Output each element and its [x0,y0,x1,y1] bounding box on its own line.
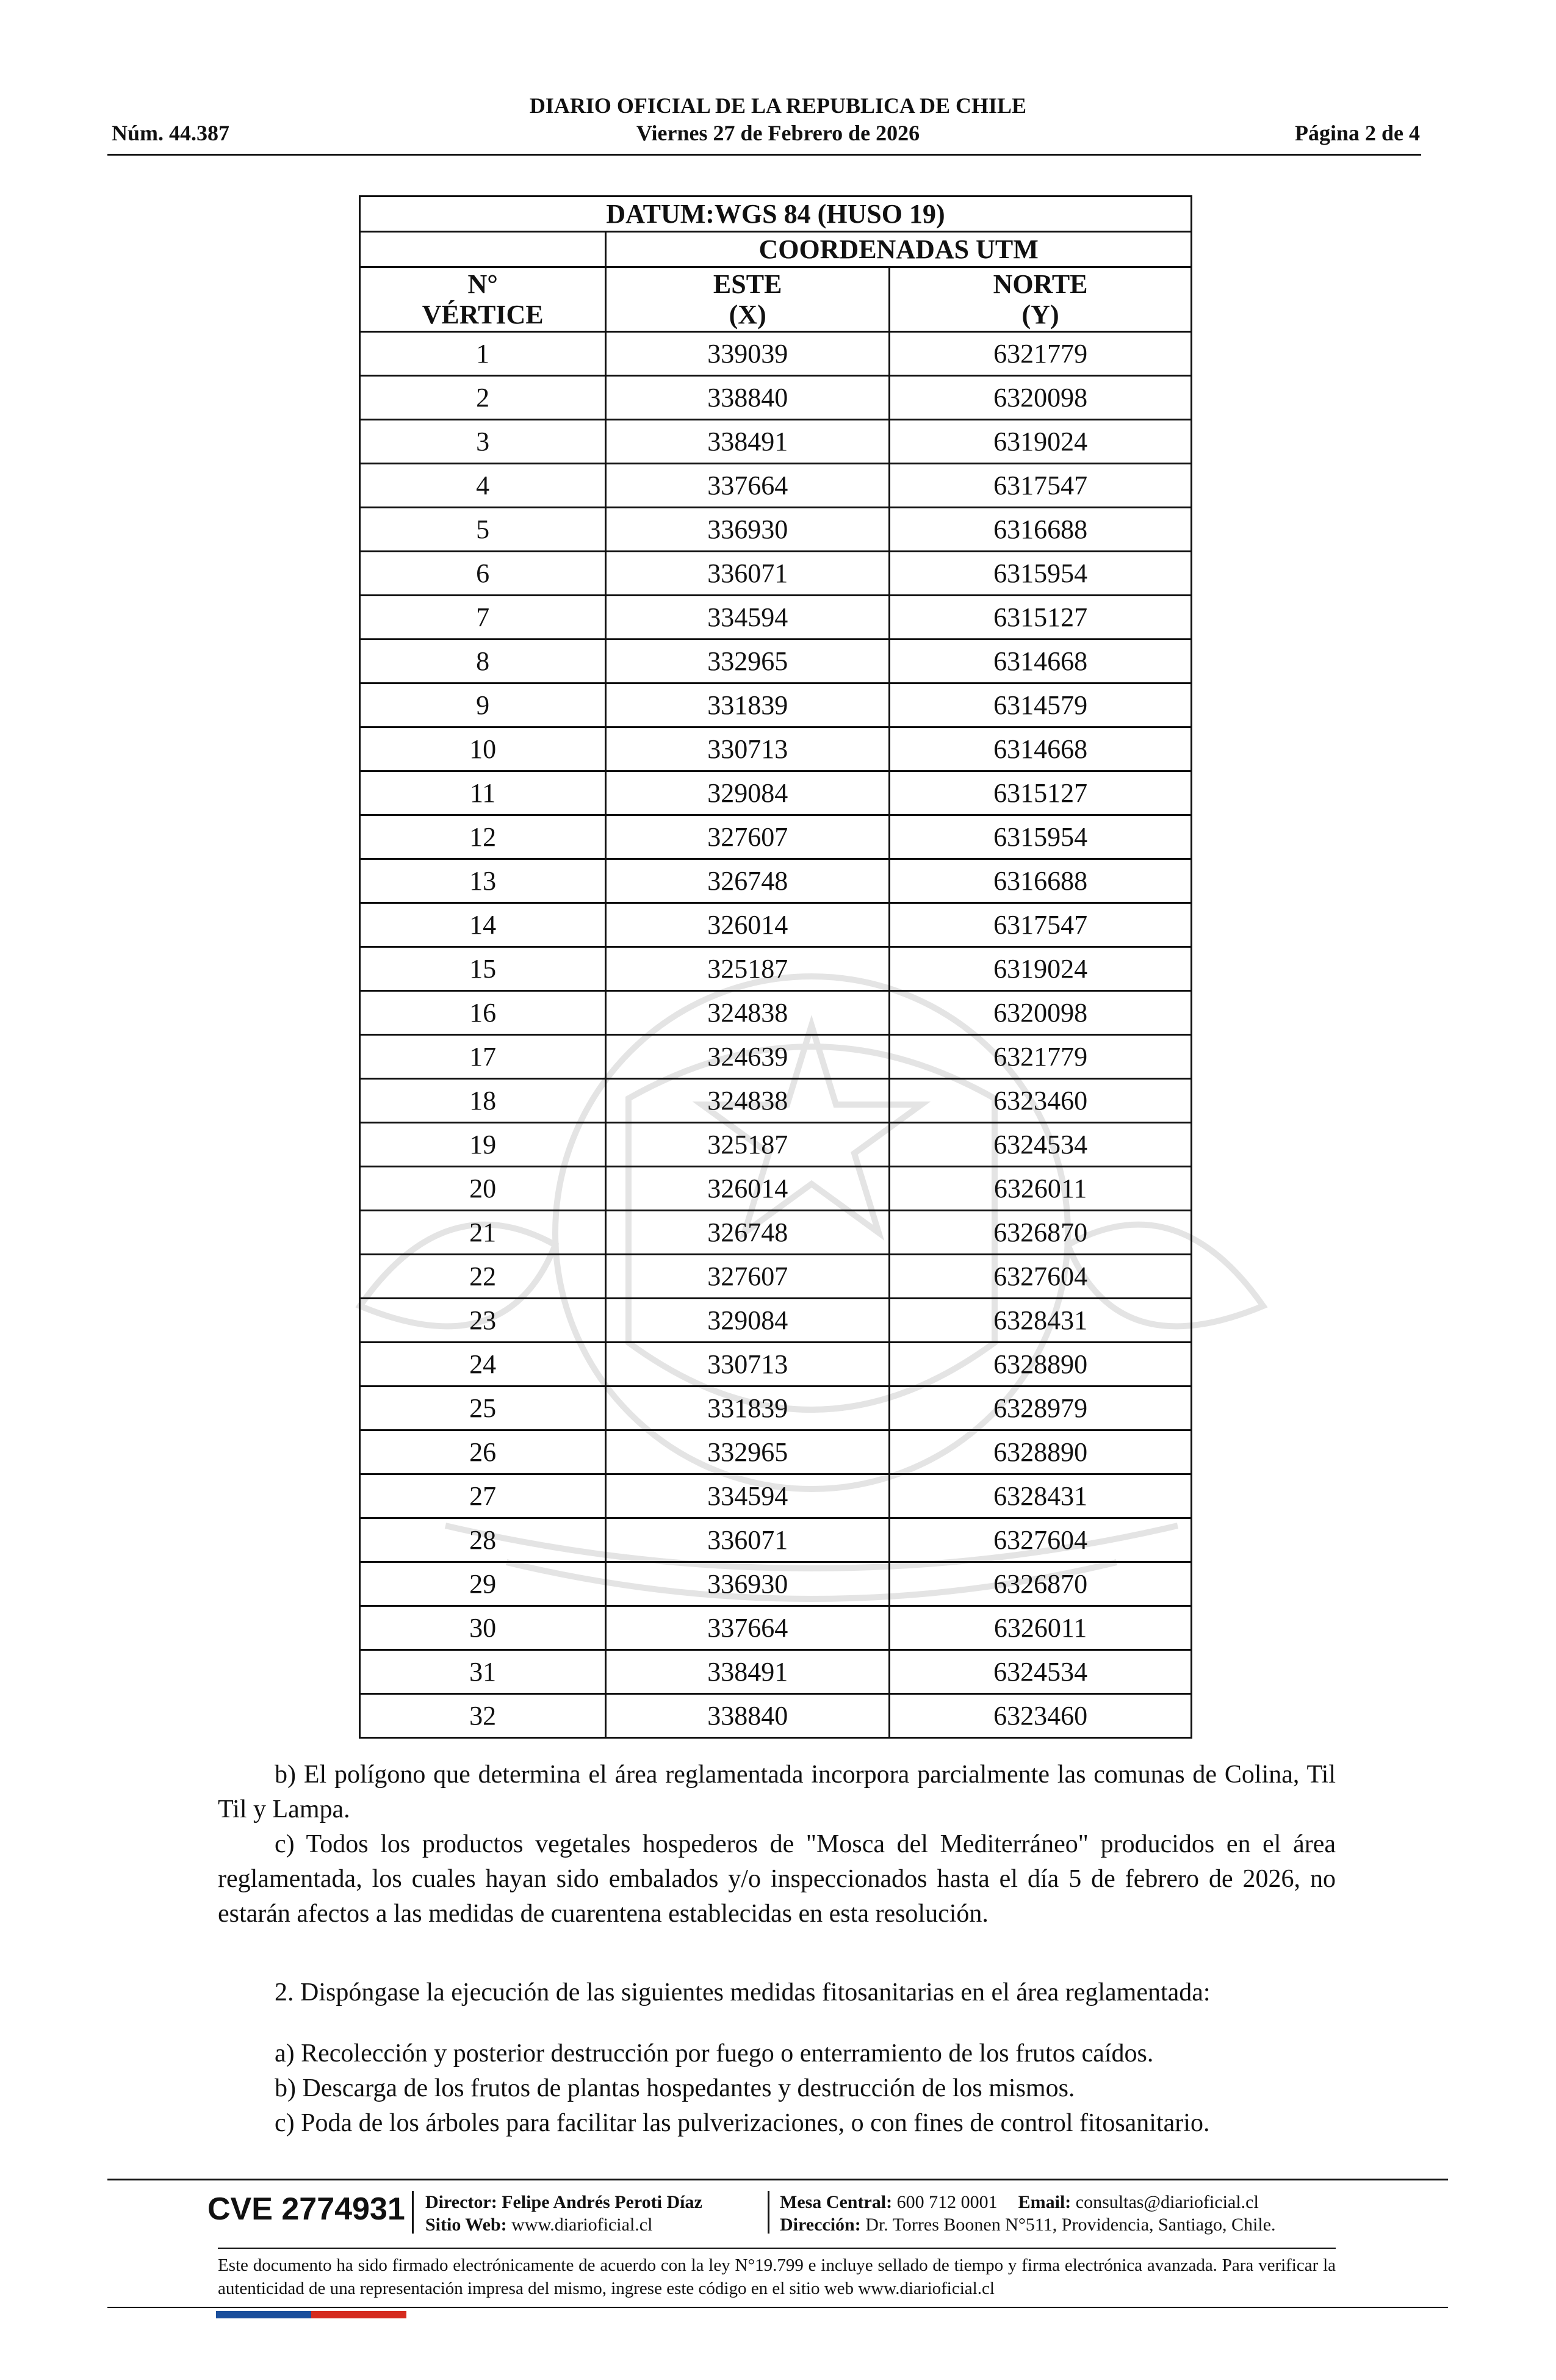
table-row [360,947,1192,991]
director-name: Felipe Andrés Peroti Díaz [502,2192,702,2212]
footer-divider [218,2248,1336,2249]
table-row [360,815,1192,859]
website-label: Sitio Web: [425,2215,507,2235]
email-link[interactable]: consultas@diarioficial.cl [1075,2192,1259,2212]
cell-este: 329084 [606,771,890,815]
cell-vertex: 8 [360,640,606,683]
address-line [780,2213,1276,2236]
cell-este: 332965 [606,640,890,683]
direccion-value: Dr. Torres Boonen N°511, Providencia, Santiago, Chile. [865,2215,1276,2235]
cell-este: 324639 [606,1035,890,1079]
cell-vertex: 30 [360,1606,606,1650]
cell-norte: 6326870 [890,1211,1192,1255]
flag-bar-blue [216,2311,311,2318]
cell-norte: 6326011 [890,1606,1192,1650]
measure-item: c) Poda de los árboles para facilitar las pulverizaciones, o con fines de control fitosanitario. [275,2109,1210,2137]
cell-vertex: 6 [360,552,606,596]
table-row [360,683,1192,727]
measure-item: b) Descarga de los frutos de plantas hospedantes y destrucción de los mismos. [275,2074,1075,2102]
cell-este: 326748 [606,1211,890,1255]
table-row [360,420,1192,464]
cell-norte: 6319024 [890,947,1192,991]
cell-norte: 6328979 [890,1387,1192,1430]
cell-este: 339039 [606,332,890,376]
cell-norte: 6328431 [890,1299,1192,1343]
datum-header: DATUM:WGS 84 (HUSO 19) [360,197,1192,232]
column-header-este-line2: (X) [729,299,766,330]
cell-norte: 6326870 [890,1562,1192,1606]
table-row [360,1694,1192,1738]
cell-vertex: 18 [360,1079,606,1123]
table-row [360,376,1192,420]
column-header-norte-line2: (Y) [1021,299,1059,330]
cell-vertex: 17 [360,1035,606,1079]
email-label: Email: [1018,2192,1072,2212]
cell-este: 337664 [606,1606,890,1650]
table-row [360,771,1192,815]
measures-list [218,2036,1336,2141]
cell-este: 330713 [606,1343,890,1387]
cell-este: 330713 [606,727,890,771]
cell-vertex: 19 [360,1123,606,1167]
table-row [360,464,1192,508]
publication-title: DIARIO OFICIAL DE LA REPUBLICA DE CHILE [529,93,1027,118]
footer-contact-block [780,2191,1276,2236]
cell-vertex: 13 [360,859,606,903]
issue-number: Núm. 44.387 [112,121,230,145]
cell-norte: 6327604 [890,1518,1192,1562]
cell-norte: 6314579 [890,683,1192,727]
cell-vertex: 32 [360,1694,606,1738]
column-header-este [606,267,890,332]
cell-norte: 6317547 [890,464,1192,508]
table-row [360,1562,1192,1606]
cell-norte: 6328431 [890,1474,1192,1518]
cell-vertex: 3 [360,420,606,464]
cell-este: 327607 [606,815,890,859]
table-row [360,552,1192,596]
table-row [360,1123,1192,1167]
flag-bar-red [311,2311,406,2318]
cell-este: 338491 [606,1650,890,1694]
cell-vertex: 7 [360,596,606,640]
table-row [360,1079,1192,1123]
cell-este: 326014 [606,903,890,947]
cell-vertex: 4 [360,464,606,508]
cell-este: 336071 [606,552,890,596]
direccion-label: Dirección: [780,2215,861,2235]
page-indicator: Página 2 de 4 [1294,121,1420,145]
cell-norte: 6323460 [890,1079,1192,1123]
cell-norte: 6315127 [890,596,1192,640]
column-header-norte-line1: NORTE [993,269,1088,300]
column-header-vertex-line2: VÉRTICE [422,299,544,330]
cell-norte: 6323460 [890,1694,1192,1738]
table-row [360,1035,1192,1079]
table-row [360,332,1192,376]
cell-norte: 6328890 [890,1343,1192,1387]
contact-line [780,2191,1276,2213]
cell-norte: 6315127 [890,771,1192,815]
column-header-vertex-line1: N° [467,269,498,300]
table-row [360,596,1192,640]
cell-este: 325187 [606,1123,890,1167]
table-row [360,1606,1192,1650]
cell-vertex: 23 [360,1299,606,1343]
empty-header-cell [360,232,606,267]
utm-coordinates-table [359,195,1192,1739]
cell-vertex: 29 [360,1562,606,1606]
cell-norte: 6320098 [890,376,1192,420]
director-label: Director: [425,2192,497,2212]
footer-separator [768,2191,769,2234]
header-divider [107,154,1421,156]
paragraph-2: 2. Dispóngase la ejecución de las siguientes medidas fitosanitarias en el área reglamentada: [275,1978,1211,2007]
cell-vertex: 5 [360,508,606,552]
cell-norte: 6319024 [890,420,1192,464]
table-row [360,1343,1192,1387]
column-header-este-line1: ESTE [713,269,782,300]
cell-este: 326748 [606,859,890,903]
cell-este: 332965 [606,1430,890,1474]
cell-este: 338840 [606,1694,890,1738]
cell-este: 327607 [606,1255,890,1299]
cell-norte: 6324534 [890,1650,1192,1694]
measure-item: a) Recolección y posterior destrucción por fuego o enterramiento de los frutos caídos. [275,2039,1154,2068]
publication-date: Viernes 27 de Febrero de 2026 [636,121,920,145]
resolution-text-block [218,1758,1336,1931]
cell-este: 334594 [606,596,890,640]
director-line [425,2191,702,2213]
cell-este: 325187 [606,947,890,991]
footer-divider [107,2307,1448,2308]
column-header-vertex [360,267,606,332]
footer-director-block [425,2191,702,2236]
website-line [425,2213,702,2236]
cell-norte: 6314668 [890,640,1192,683]
mesa-label: Mesa Central: [780,2192,893,2212]
measures-intro [218,1975,1336,2010]
cell-este: 329084 [606,1299,890,1343]
cell-vertex: 31 [360,1650,606,1694]
cell-este: 324838 [606,991,890,1035]
footer-separator [412,2191,414,2234]
coords-title-header: COORDENADAS UTM [606,232,1192,267]
table-row [360,903,1192,947]
cell-norte: 6315954 [890,552,1192,596]
table-row [360,1474,1192,1518]
table-row [360,1650,1192,1694]
website-link[interactable]: www.diarioficial.cl [511,2215,653,2235]
table-row [360,1255,1192,1299]
table-row [360,1167,1192,1211]
table-row [360,1518,1192,1562]
cell-vertex: 28 [360,1518,606,1562]
mesa-phone: 600 712 0001 [896,2192,998,2212]
column-header-norte [890,267,1192,332]
cell-este: 324838 [606,1079,890,1123]
table-column-header-row [360,267,1192,332]
cell-vertex: 20 [360,1167,606,1211]
cell-este: 337664 [606,464,890,508]
cell-vertex: 14 [360,903,606,947]
cell-este: 336930 [606,1562,890,1606]
signature-note: Este documento ha sido firmado electrónicamente de acuerdo con la ley N°19.799 e incluye sellado de tiempo y firma electrónica avanzada. Para verificar la autenticidad de una representación impresa del mismo, ingrese este código en el sitio web www.diarioficial.cl [218,2256,1336,2298]
cell-este: 334594 [606,1474,890,1518]
cell-este: 338840 [606,376,890,420]
cell-vertex: 24 [360,1343,606,1387]
cell-vertex: 12 [360,815,606,859]
cell-este: 336930 [606,508,890,552]
table-row [360,508,1192,552]
cell-norte: 6321779 [890,1035,1192,1079]
cell-este: 336071 [606,1518,890,1562]
cell-este: 338491 [606,420,890,464]
cell-norte: 6317547 [890,903,1192,947]
paragraph-b: b) El polígono que determina el área reglamentada incorpora parcialmente las comunas de Colina, Til Til y Lampa. [218,1761,1336,1823]
paragraph-c: c) Todos los productos vegetales hospederos de "Mosca del Mediterráneo" producidos en el área reglamentada, los cuales hayan sido embalados y/o inspeccionados hasta el día 5 de febrero de 2026, no estarán afectos a las medidas de cuarentena establecidas en esta resolución. [218,1830,1336,1928]
cell-este: 331839 [606,1387,890,1430]
table-row [360,991,1192,1035]
cell-este: 331839 [606,683,890,727]
table-row [360,1299,1192,1343]
table-row [360,1211,1192,1255]
cell-norte: 6316688 [890,859,1192,903]
table-row [360,859,1192,903]
cell-norte: 6324534 [890,1123,1192,1167]
cell-vertex: 1 [360,332,606,376]
cell-vertex: 26 [360,1430,606,1474]
cell-norte: 6314668 [890,727,1192,771]
cell-vertex: 11 [360,771,606,815]
table-row [360,1387,1192,1430]
table-datum-row [360,197,1192,232]
cell-vertex: 9 [360,683,606,727]
cell-norte: 6327604 [890,1255,1192,1299]
cell-norte: 6321779 [890,332,1192,376]
cve-code: CVE 2774931 [207,2191,405,2227]
cell-vertex: 21 [360,1211,606,1255]
table-row [360,640,1192,683]
cell-vertex: 16 [360,991,606,1035]
footer-divider [107,2179,1448,2180]
cell-vertex: 15 [360,947,606,991]
cell-este: 326014 [606,1167,890,1211]
cell-norte: 6328890 [890,1430,1192,1474]
cell-vertex: 2 [360,376,606,420]
cell-vertex: 27 [360,1474,606,1518]
cell-norte: 6316688 [890,508,1192,552]
cell-vertex: 22 [360,1255,606,1299]
table-row [360,1430,1192,1474]
cell-norte: 6315954 [890,815,1192,859]
cell-norte: 6320098 [890,991,1192,1035]
cell-norte: 6326011 [890,1167,1192,1211]
cell-vertex: 25 [360,1387,606,1430]
cell-vertex: 10 [360,727,606,771]
table-coords-title-row [360,232,1192,267]
table-row [360,727,1192,771]
